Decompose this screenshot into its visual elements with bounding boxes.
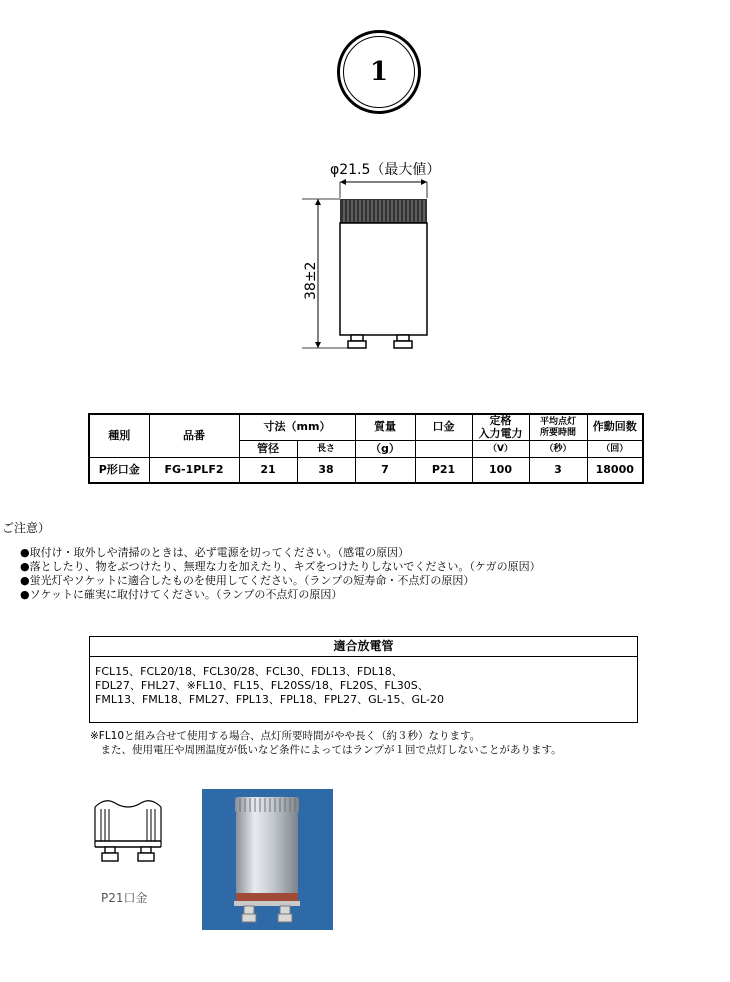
- note-line: また、使用電圧や周囲温度が低いなど条件によってはランプが１回で点灯しないことがあります。: [90, 744, 562, 756]
- header-cycles: 作動回数: [587, 414, 643, 441]
- header-base: 口金: [415, 414, 472, 441]
- cell-part-no: FG-1PLF2: [149, 458, 239, 483]
- compatible-lamps-box: [89, 636, 638, 723]
- header-part-no: 品番: [149, 414, 239, 458]
- base-drawing: [93, 795, 163, 865]
- header-rated-input-line1: 定格: [489, 414, 512, 427]
- starter-body: [340, 223, 427, 335]
- cell-cycles: 18000: [587, 458, 643, 483]
- compatible-line: FCL15、FCL20/18、FCL30/28、FCL30、FDL13、FDL18、: [95, 665, 403, 678]
- caution-title: ご注意）: [2, 521, 51, 535]
- header-avg-time-line1: 平均点灯: [539, 417, 576, 428]
- header-rated-input-unit: （V）: [472, 441, 529, 458]
- dimension-drawing: [290, 150, 470, 360]
- header-type: 種別: [89, 414, 149, 458]
- caution-item: ●蛍光灯やソケットに適合したものを使用してください。（ランプの短寿命・不点灯の原因）: [20, 574, 475, 587]
- caution-item: ●ソケットに確実に取付けてください。（ランプの不点灯の原因）: [20, 588, 343, 601]
- header-mass-unit: （g）: [355, 441, 415, 458]
- header-avg-time-line2: 所要時間: [539, 427, 576, 438]
- badge-number: 1: [343, 36, 415, 108]
- product-photo: [202, 789, 333, 930]
- cell-rated-input: 100: [472, 458, 529, 483]
- table-row: [89, 458, 643, 483]
- notes: [90, 729, 562, 757]
- header-rated-input: [472, 414, 529, 441]
- starter-pins: [348, 335, 412, 348]
- header-rated-input-line2: 入力電力: [478, 426, 523, 440]
- header-length: 長さ: [297, 441, 355, 458]
- note-line: ※FL10と組み合せて使用する場合、点灯所要時間がやや長く（約３秒）なります。: [90, 730, 481, 742]
- length-label: 38±2: [303, 261, 319, 300]
- cell-avg-time: 3: [529, 458, 587, 483]
- compatible-line: FDL27、FHL27、※FL10、FL15、FL20SS/18、FL20S、FL30S、: [95, 679, 429, 692]
- base-label: P21口金: [101, 891, 148, 905]
- header-mass: 質量: [355, 414, 415, 441]
- cell-mass: 7: [355, 458, 415, 483]
- compatible-title: 適合放電管: [90, 637, 637, 657]
- header-size: 寸法（mm）: [239, 414, 355, 441]
- header-avg-time-unit: （秒）: [529, 441, 587, 458]
- header-cycles-unit: （回）: [587, 441, 643, 458]
- cell-type: P形口金: [89, 458, 149, 483]
- cell-base: P21: [415, 458, 472, 483]
- caution-item: ●取付け・取外しや清掃のときは、必ず電源を切ってください。（感電の原因）: [20, 546, 410, 559]
- spec-table: [88, 413, 644, 484]
- diameter-label: φ21.5（最大値）: [330, 162, 441, 178]
- header-avg-time: [529, 414, 587, 441]
- compatible-list: [90, 657, 637, 707]
- header-tube-dia: 管径: [239, 441, 297, 458]
- caution-item: ●落としたり、物をぶつけたり、無理な力を加えたり、キズをつけたりしないでください。（ケガの原因）: [20, 560, 541, 573]
- number-badge: [337, 30, 421, 114]
- caution-list: [20, 546, 541, 602]
- header-base-blank: [415, 441, 472, 458]
- cell-length: 38: [297, 458, 355, 483]
- compatible-line: FML13、FML18、FML27、FPL13、FPL18、FPL27、GL-15、GL-20: [95, 693, 444, 706]
- cell-tube-dia: 21: [239, 458, 297, 483]
